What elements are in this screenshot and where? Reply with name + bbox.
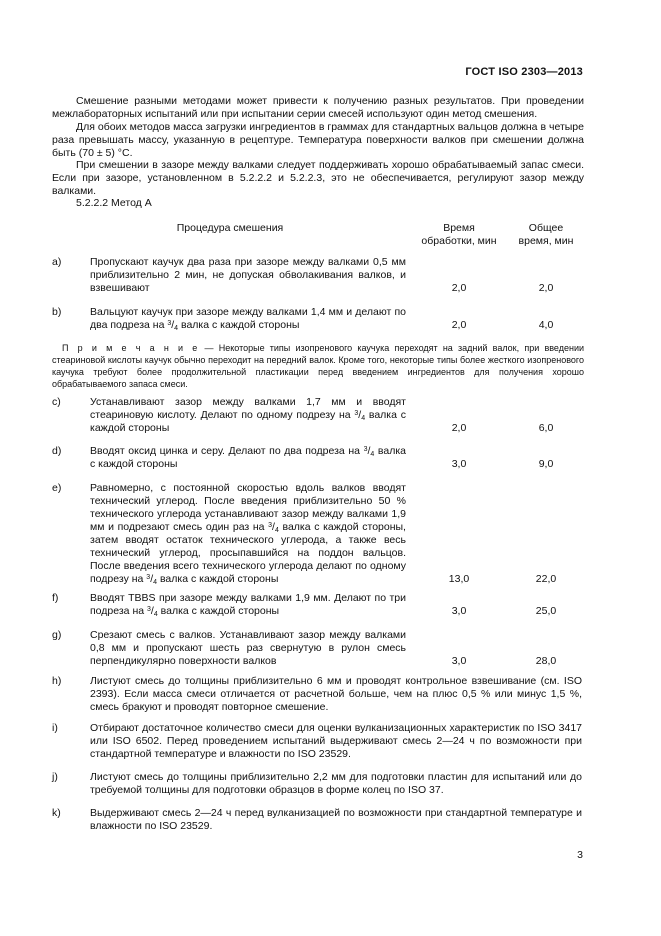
step-row	[0, 592, 661, 618]
fraction-numerator: 3	[354, 410, 359, 417]
fraction-denominator: 4	[274, 527, 279, 534]
step-total: 25,0	[535, 605, 557, 617]
step-time: 3,0	[451, 458, 467, 470]
fraction-numerator: 3	[268, 522, 273, 529]
fraction-denominator: 4	[370, 451, 375, 458]
step-total: 22,0	[535, 573, 557, 585]
page-number: 3	[577, 849, 583, 861]
note	[52, 342, 584, 390]
step-label: e)	[52, 482, 62, 494]
step-label: i)	[52, 722, 58, 734]
col-header-time-line1: Время	[443, 222, 475, 234]
step-row	[0, 256, 661, 295]
step-row	[0, 629, 661, 668]
fraction-denominator: 4	[153, 611, 158, 618]
step-time: 13,0	[448, 573, 470, 585]
section-heading: 5.2.2.2 Метод А	[76, 197, 152, 209]
step-total: 2,0	[538, 282, 554, 294]
step-text: Выдерживают смесь 2—24 ч перед вулканизацией по возможности при стандартной температуре и влажности по ISO 23529.	[90, 807, 582, 832]
fraction-numerator: 3	[363, 446, 368, 453]
step-label: j)	[52, 771, 58, 783]
step-text: Листуют смесь до толщины приблизительно 2,2 мм для подготовки пластин для испытаний или до требуемой толщины для подготовки образцов в форме колец по ISO 37.	[90, 771, 582, 796]
step-row	[0, 675, 661, 714]
step-text: Пропускают каучук два раза при зазоре между валками 0,5 мм приблизительно 2 мин, не допуская обволакивания валков, и взвешивают	[90, 256, 406, 294]
step-label: a)	[52, 256, 62, 268]
step-label: c)	[52, 396, 61, 408]
step-total: 9,0	[538, 458, 554, 470]
step-label: d)	[52, 445, 62, 457]
step-total: 4,0	[538, 319, 554, 331]
step-row	[0, 306, 661, 332]
step-time: 3,0	[451, 655, 467, 667]
step-label: b)	[52, 306, 62, 318]
step-label: g)	[52, 629, 62, 641]
step-time: 3,0	[451, 605, 467, 617]
step-total: 28,0	[535, 655, 557, 667]
paragraph-2: Для обоих методов масса загрузки ингредиентов в граммах для стандартных вальцов должна в четыре раза превышать массу, указанную в рецептуре. Температура поверхности валков при смешении должна быть (70 ± 5) °С.	[52, 121, 584, 159]
col-header-time	[412, 222, 506, 248]
step-text: Отбирают достаточное количество смеси для оценки вулканизационных характеристик по ISO 3417 или ISO 6502. Перед проведением испытаний выдерживают смесь 2—24 ч по возможности при стандартной температуре и влажности по ISO 23529.	[90, 722, 582, 760]
col-header-total-line2: время, мин	[518, 235, 574, 247]
step-label: h)	[52, 675, 62, 687]
step-text: Листуют смесь до толщины приблизительно 6 мм и проводят контрольное взвешивание (см. ISO 2393). Если масса смеси отличается от расчетной больше, чем на плюс 0,5 % или минус 1,5 %, смесь бракуют и проводят повторное смешение.	[90, 675, 582, 713]
step-text: Вводят TBBS при зазоре между валками 1,9 мм. Делают по три подреза на $^3/_4$ валка с каждой стороны	[90, 592, 406, 618]
step-text: Срезают смесь с валков. Устанавливают зазор между валками 0,8 мм и пропускают шесть раз свернутую в рулон смесь перпендикулярно поверхности валков	[90, 629, 406, 667]
fraction-numerator: 3	[167, 320, 172, 327]
step-row	[0, 771, 661, 797]
step-text: Вальцуют каучук при зазоре между валками 1,4 мм и делают по два подреза на $^3/_4$ валка с каждой стороны	[90, 306, 406, 332]
step-label: k)	[52, 807, 61, 819]
fraction-denominator: 4	[153, 579, 158, 586]
fraction-numerator: 3	[147, 606, 151, 613]
step-row	[0, 482, 661, 586]
step-time: 2,0	[451, 422, 467, 434]
paragraph-1: Смешение разными методами может привести к получению разных результатов. При проведении межлабораторных испытаний или при испытании серии смесей используют один метод смешения.	[52, 95, 584, 120]
step-time: 2,0	[451, 319, 467, 331]
step-text: Равномерно, с постоянной скоростью вдоль валков вводят технический углерод. После введения приблизительно 50 % технического углерода устанавливают зазор между валками 1,9 мм и подрезают смесь один раз на $^3/_4$ валка с каждой стороны, затем вводят остаток технического углерода, а также весь технический углерод, просыпавшийся на поддон вальцов. После введения всего технического углерода делают по одному подрезу на $^3/_4$ валка с каждой стороны	[90, 482, 406, 586]
step-row	[0, 722, 661, 761]
fraction-numerator: 3	[146, 574, 151, 581]
step-total: 6,0	[538, 422, 554, 434]
col-header-procedure: Процедура смешения	[176, 222, 284, 234]
standard-header: ГОСТ ISO 2303—2013	[465, 66, 583, 78]
step-text: Вводят оксид цинка и серу. Делают по два подреза на $^3/_4$ валка с каждой стороны	[90, 445, 406, 470]
col-header-total-line1: Общее	[528, 222, 564, 234]
note-text: — Некоторые типы изопренового каучука переходят на задний валок, при введении стеариновой кислоты каучук обычно переходит на передний валок. Кроме того, некоторые типы более жесткого изопренового каучука требуют более продолжительной пластикации перед введением ингредиентов для получения хорошо обрабатываемого запаса смеси.	[52, 343, 584, 389]
note-label: П р и м е ч а н и е	[62, 343, 200, 353]
step-row	[0, 807, 661, 833]
fraction-denominator: 4	[174, 325, 179, 332]
step-time: 2,0	[451, 282, 467, 294]
col-header-total	[506, 222, 586, 248]
step-row	[0, 445, 661, 471]
fraction-denominator: 4	[361, 415, 366, 422]
step-label: f)	[52, 592, 59, 604]
step-text: Устанавливают зазор между валками 1,7 мм и вводят стеариновую кислоту. Делают по одному подрезу на $^3/_4$ валка с каждой стороны	[90, 396, 406, 434]
step-row	[0, 396, 661, 435]
col-header-time-line2: обработки, мин	[421, 235, 497, 247]
paragraph-3: При смешении в зазоре между валками следует поддерживать хорошо обрабатываемый запас смеси. Если при зазоре, установленном в 5.2.2.2 и 5.2.2.3, это не обеспечивается, регулируют зазор между валками.	[52, 159, 584, 197]
